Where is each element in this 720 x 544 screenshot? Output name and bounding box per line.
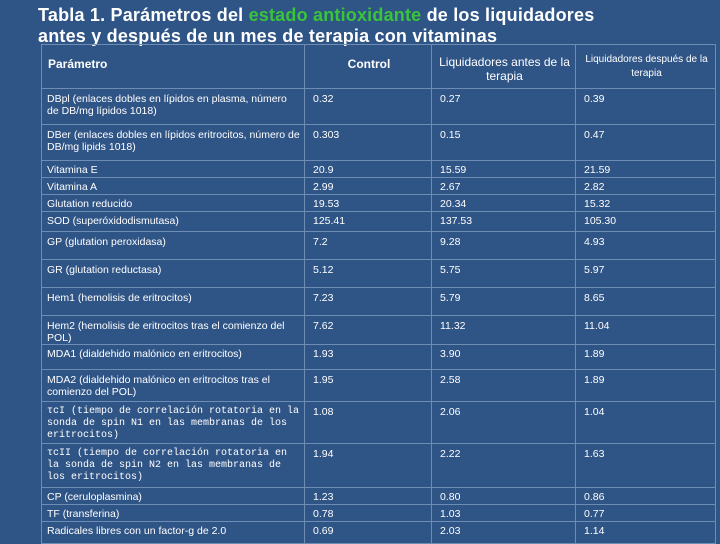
control-cell: 1.23 bbox=[305, 488, 432, 505]
table-row bbox=[42, 316, 716, 345]
table-row bbox=[42, 125, 716, 161]
control-cell: 0.69 bbox=[305, 522, 432, 544]
table-row bbox=[42, 260, 716, 288]
before-cell: 0.80 bbox=[432, 488, 576, 505]
header-param: Parámetro bbox=[42, 45, 305, 89]
control-cell: 1.94 bbox=[305, 444, 432, 488]
table-row bbox=[42, 232, 716, 260]
control-cell: 20.9 bbox=[305, 161, 432, 178]
control-cell: 7.2 bbox=[305, 232, 432, 260]
after-cell: 4.93 bbox=[576, 232, 716, 260]
param-cell: GR (glutation reductasa) bbox=[42, 260, 305, 288]
after-cell: 15.32 bbox=[576, 195, 716, 212]
param-cell: Glutation reducido bbox=[42, 195, 305, 212]
param-cell: CP (ceruloplasmina) bbox=[42, 488, 305, 505]
control-cell: 125.41 bbox=[305, 212, 432, 232]
after-cell: 0.39 bbox=[576, 89, 716, 125]
before-cell: 20.34 bbox=[432, 195, 576, 212]
control-cell: 7.62 bbox=[305, 316, 432, 345]
control-cell: 1.08 bbox=[305, 402, 432, 444]
before-cell: 2.67 bbox=[432, 178, 576, 195]
param-cell: SOD (superóxidodismutasa) bbox=[42, 212, 305, 232]
control-cell: 0.303 bbox=[305, 125, 432, 161]
header-before: Liquidadores antes de la terapia bbox=[432, 45, 576, 89]
param-cell: Radicales libres con un factor-g de 2.0 bbox=[42, 522, 305, 544]
table-row bbox=[42, 370, 716, 402]
param-cell: Hem1 (hemolisis de eritrocitos) bbox=[42, 288, 305, 316]
table-row bbox=[42, 522, 716, 544]
param-cell: DBer (enlaces dobles en lípidos eritrocitos, número de DB/mg lipids 1018) bbox=[42, 125, 305, 161]
control-cell: 19.53 bbox=[305, 195, 432, 212]
before-cell: 15.59 bbox=[432, 161, 576, 178]
table-row bbox=[42, 505, 716, 522]
table-body bbox=[42, 89, 716, 544]
before-cell: 9.28 bbox=[432, 232, 576, 260]
after-cell: 1.04 bbox=[576, 402, 716, 444]
before-cell: 0.27 bbox=[432, 89, 576, 125]
before-cell: 2.03 bbox=[432, 522, 576, 544]
param-cell: GP (glutation peroxidasa) bbox=[42, 232, 305, 260]
after-cell: 105.30 bbox=[576, 212, 716, 232]
table-row bbox=[42, 212, 716, 232]
param-cell: DBpl (enlaces dobles en lípidos en plasma, número de DB/mg lípidos 1018) bbox=[42, 89, 305, 125]
title-highlight: estado antioxidante bbox=[248, 5, 422, 25]
after-cell: 0.86 bbox=[576, 488, 716, 505]
table-row bbox=[42, 444, 716, 488]
header-after: Liquidadores después de la terapia bbox=[576, 45, 716, 89]
after-cell: 0.77 bbox=[576, 505, 716, 522]
before-cell: 2.22 bbox=[432, 444, 576, 488]
after-cell: 1.63 bbox=[576, 444, 716, 488]
control-cell: 1.95 bbox=[305, 370, 432, 402]
antioxidant-table bbox=[41, 44, 716, 544]
control-cell: 2.99 bbox=[305, 178, 432, 195]
after-cell: 21.59 bbox=[576, 161, 716, 178]
before-cell: 2.58 bbox=[432, 370, 576, 402]
param-cell: MDA1 (dialdehido malónico en eritrocitos) bbox=[42, 345, 305, 370]
slide-title bbox=[38, 5, 718, 47]
title-part-1: Tabla 1. Parámetros del bbox=[38, 5, 249, 25]
header-row bbox=[42, 45, 716, 89]
param-cell: τcI (tiempo de correlación rotatoria en la sonda de spin N1 en las membranas de los eritrocitos) bbox=[42, 402, 305, 444]
after-cell: 5.97 bbox=[576, 260, 716, 288]
param-cell: TF (transferina) bbox=[42, 505, 305, 522]
table-row bbox=[42, 161, 716, 178]
before-cell: 5.79 bbox=[432, 288, 576, 316]
table-row bbox=[42, 288, 716, 316]
after-cell: 1.14 bbox=[576, 522, 716, 544]
control-cell: 1.93 bbox=[305, 345, 432, 370]
after-cell: 0.47 bbox=[576, 125, 716, 161]
table-row bbox=[42, 178, 716, 195]
after-cell: 8.65 bbox=[576, 288, 716, 316]
param-cell: Vitamina A bbox=[42, 178, 305, 195]
after-cell: 2.82 bbox=[576, 178, 716, 195]
table-row bbox=[42, 402, 716, 444]
before-cell: 11.32 bbox=[432, 316, 576, 345]
table-row bbox=[42, 488, 716, 505]
before-cell: 2.06 bbox=[432, 402, 576, 444]
before-cell: 0.15 bbox=[432, 125, 576, 161]
before-cell: 3.90 bbox=[432, 345, 576, 370]
param-cell: Vitamina E bbox=[42, 161, 305, 178]
before-cell: 1.03 bbox=[432, 505, 576, 522]
title-part-2: de los liquidadores bbox=[421, 5, 595, 25]
after-cell: 1.89 bbox=[576, 370, 716, 402]
after-cell: 11.04 bbox=[576, 316, 716, 345]
before-cell: 5.75 bbox=[432, 260, 576, 288]
control-cell: 0.78 bbox=[305, 505, 432, 522]
param-cell: Hem2 (hemolisis de eritrocitos tras el comienzo del POL) bbox=[42, 316, 305, 345]
after-cell: 1.89 bbox=[576, 345, 716, 370]
header-control: Control bbox=[305, 45, 432, 89]
before-cell: 137.53 bbox=[432, 212, 576, 232]
param-cell: MDA2 (dialdehido malónico en eritrocitos tras el comienzo del POL) bbox=[42, 370, 305, 402]
param-cell: τcII (tiempo de correlación rotatoria en la sonda de spin N2 en las membranas de los eritrocitos) bbox=[42, 444, 305, 488]
table-row bbox=[42, 195, 716, 212]
control-cell: 7.23 bbox=[305, 288, 432, 316]
control-cell: 0.32 bbox=[305, 89, 432, 125]
table-row bbox=[42, 89, 716, 125]
control-cell: 5.12 bbox=[305, 260, 432, 288]
table-row bbox=[42, 345, 716, 370]
title-line-2: antes y después de un mes de terapia con vitaminas bbox=[38, 26, 498, 46]
